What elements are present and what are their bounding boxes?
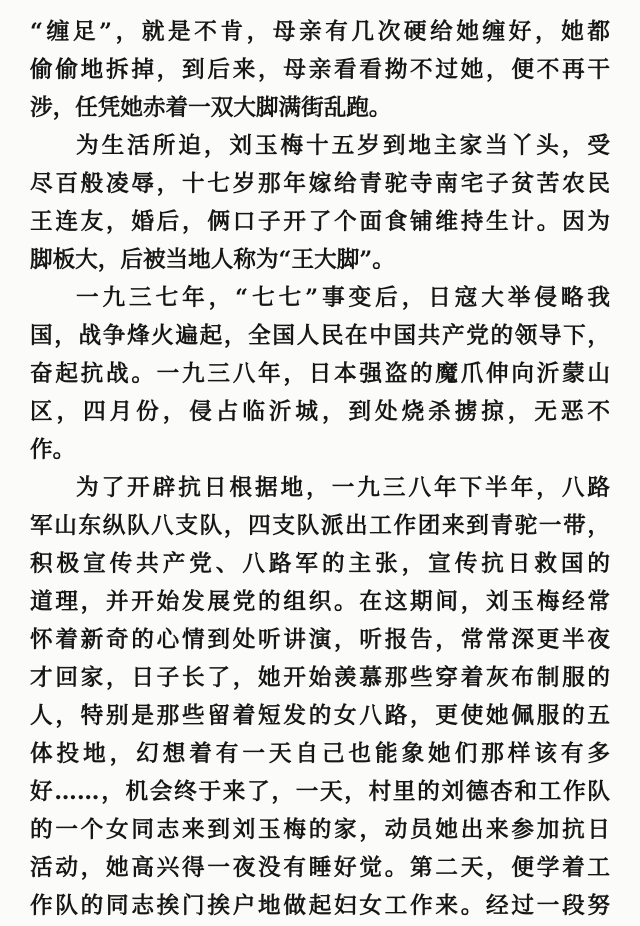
text-line: 怀着新奇的心情到处听讲演，听报告，常常深更半夜 (30, 627, 610, 653)
text-line: 区，四月份，侵占临沂城，到处烧杀掳掠，无恶不 (30, 399, 610, 425)
text-line: 涉，任凭她赤着一双大脚满街乱跑。 (30, 95, 392, 121)
text-line: 脚板大，后被当地人称为“王大脚”。 (30, 247, 395, 273)
text-line: 好……，机会终于来了，一天，村里的刘德杏和工作队 (30, 779, 610, 805)
text-line: 一九三七年，“七七”事变后，日寇大举侵略我 (76, 285, 610, 311)
text-line: 的一个女同志来到刘玉梅的家，动员她出来参加抗日 (30, 817, 610, 843)
text-line: 偷偷地拆掉，到后来，母亲看看拗不过她，便不再干 (30, 57, 610, 83)
text-line: 王连友，婚后，俩口子开了个面食铺维持生计。因为 (30, 209, 610, 235)
text-line: 国，战争烽火遍起，全国人民在中国共产党的领导下， (30, 323, 610, 349)
text-line: 作队的同志挨门挨户地做起妇女工作来。经过一段努 (30, 893, 610, 919)
text-line: 为生活所迫，刘玉梅十五岁到地主家当丫头，受 (76, 133, 610, 159)
text-line: 尽百般凌辱，十七岁那年嫁给青驼寺南宅子贫苦农民 (30, 171, 610, 197)
text-line: 奋起抗战。一九三八年，日本强盗的魔爪伸向沂蒙山 (30, 361, 610, 387)
text-line: 人，特别是那些留着短发的女八路，更使她佩服的五 (30, 703, 610, 729)
text-line: 积极宣传共产党、八路军的主张，宣传抗日救国的 (30, 551, 610, 577)
text-line: 活动，她高兴得一夜没有睡好觉。第二天，便学着工 (30, 855, 610, 881)
text-line: “缠足”，就是不肯，母亲有几次硬给她缠好，她都 (30, 19, 610, 45)
text-line: 作。 (30, 437, 76, 463)
text-line: 为了开辟抗日根据地，一九三八年下半年，八路 (76, 475, 610, 501)
text-line: 军山东纵队八支队，四支队派出工作团来到青驼一带， (30, 513, 610, 539)
text-line: 体投地，幻想着有一天自己也能象她们那样该有多 (30, 741, 610, 767)
text-line: 才回家，日子长了，她开始羡慕那些穿着灰布制服的 (30, 665, 610, 691)
text-line: 道理，并开始发展党的组织。在这期间，刘玉梅经常 (30, 589, 610, 615)
